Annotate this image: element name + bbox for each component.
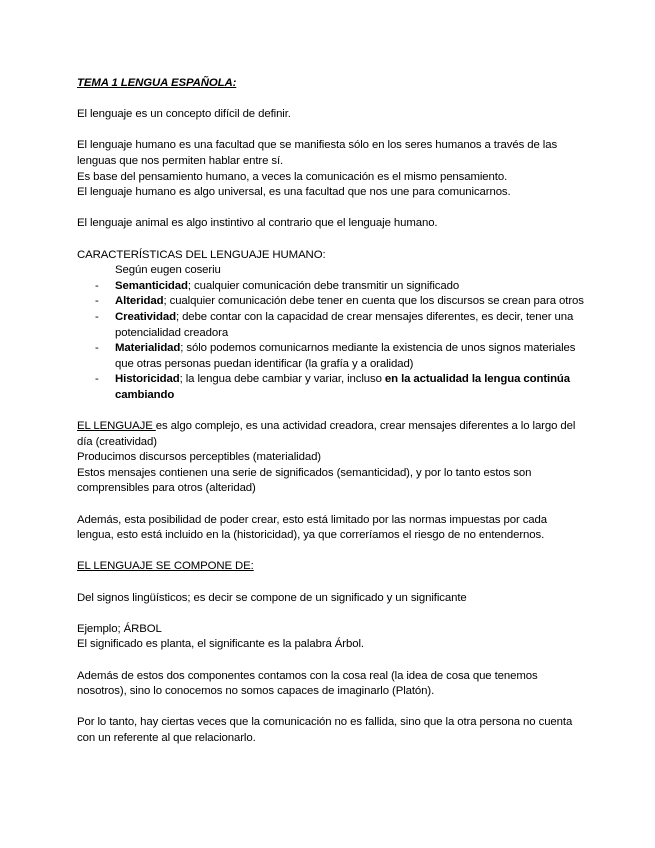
item-bold-tail: en la actualidad la lengua continúa cambiando xyxy=(115,373,571,401)
document-title: TEMA 1 LENGUA ESPAÑOLA: xyxy=(77,77,237,89)
item-term: Historicidad xyxy=(115,373,180,386)
paragraph-ademas-2: Además de estos dos componentes contamos con la cosa real (la idea de cosa que tenemos nosotros), sino lo conocemos no somos capaces de imaginarlo (Platón). xyxy=(77,669,538,698)
item-term: Alteridad xyxy=(115,295,164,308)
item-text: ; sólo podemos comunicarnos mediante la existencia de unos signos materiales que otras personas puedan identificar (la grafía y a oralidad) xyxy=(115,342,576,370)
caracteristicas-subheading: Según eugen coseriu xyxy=(115,264,221,277)
list-item xyxy=(77,294,585,310)
list-item xyxy=(77,372,585,403)
item-text: ; cualquier comunicación debe transmitir un significado xyxy=(187,279,460,292)
paragraph-lenguaje xyxy=(77,419,585,450)
item-term: Semanticidad xyxy=(115,279,188,292)
item-term: Creatividad xyxy=(115,310,176,323)
item-term: Materialidad xyxy=(115,342,181,355)
paragraph-definicion: El lenguaje es un concepto difícil de definir. xyxy=(77,108,291,121)
lenguaje-text: es algo complejo, es una actividad creadora, crear mensajes diferentes a lo largo del día (creatividad) xyxy=(77,420,576,448)
compone-heading xyxy=(77,559,585,575)
paragraph-signos: Del signos lingüísticos; es decir se compone de un significado y un significante xyxy=(77,591,467,604)
paragraph-lenguaje-2: Producimos discursos perceptibles (materialidad) xyxy=(77,451,321,464)
list-item xyxy=(77,341,585,372)
item-text: ; debe contar con la capacidad de crear mensajes diferentes, es decir, tener una potencialidad creadora xyxy=(115,310,574,339)
paragraph-humano-3: El lenguaje humano es algo universal, es una facultad que nos une para comunicarnos. xyxy=(77,186,511,199)
paragraph-lenguaje-3: Estos mensajes contienen una serie de significados (semanticidad), y por lo tanto estos son comprensibles para otros (alteridad) xyxy=(77,466,532,495)
caracteristicas-heading: CARACTERÍSTICAS DEL LENGUAJE HUMANO: xyxy=(77,248,326,261)
paragraph-humano-2: Es base del pensamiento humano, a veces la comunicación es el mismo pensamiento. xyxy=(77,170,508,183)
ejemplo-line-1: Ejemplo; ÁRBOL xyxy=(77,622,162,635)
ejemplo-line-2: El significado es planta, el significante es la palabra Árbol. xyxy=(77,638,364,651)
paragraph-animal: El lenguaje animal es algo instintivo al contrario que el lenguaje humano. xyxy=(77,217,438,230)
paragraph-humano-1: El lenguaje humano es una facultad que se manifiesta sólo en los seres humanos a través de las lenguas que nos permiten hablar entre sí. xyxy=(77,139,558,167)
list-item xyxy=(77,279,585,295)
dash-bullet: - xyxy=(95,279,99,292)
dash-bullet: - xyxy=(95,373,99,386)
item-text: ; la lengua debe cambiar y variar, incluso xyxy=(179,373,385,386)
caracteristicas-list xyxy=(77,279,585,404)
item-text: ; cualquier comunicación debe tener en cuenta que los discursos se crean para otros xyxy=(163,295,584,308)
dash-bullet: - xyxy=(95,295,99,308)
paragraph-ademas-1: Además, esta posibilidad de poder crear, esto está limitado por las normas impuestas por cada lengua, esto está incluido en la (historicidad), ya que correríamos el riesgo de no entendernos. xyxy=(77,513,547,542)
lenguaje-label: EL LENGUAJE xyxy=(77,420,156,433)
list-item xyxy=(77,310,585,341)
dash-bullet: - xyxy=(95,310,99,323)
paragraph-por-lo-tanto: Por lo tanto, hay ciertas veces que la comunicación no es fallida, sino que la otra persona no cuenta con un referente al que relacionarlo. xyxy=(77,716,573,744)
dash-bullet: - xyxy=(95,342,99,355)
compone-heading-text: EL LENGUAJE SE COMPONE DE: xyxy=(77,560,254,573)
